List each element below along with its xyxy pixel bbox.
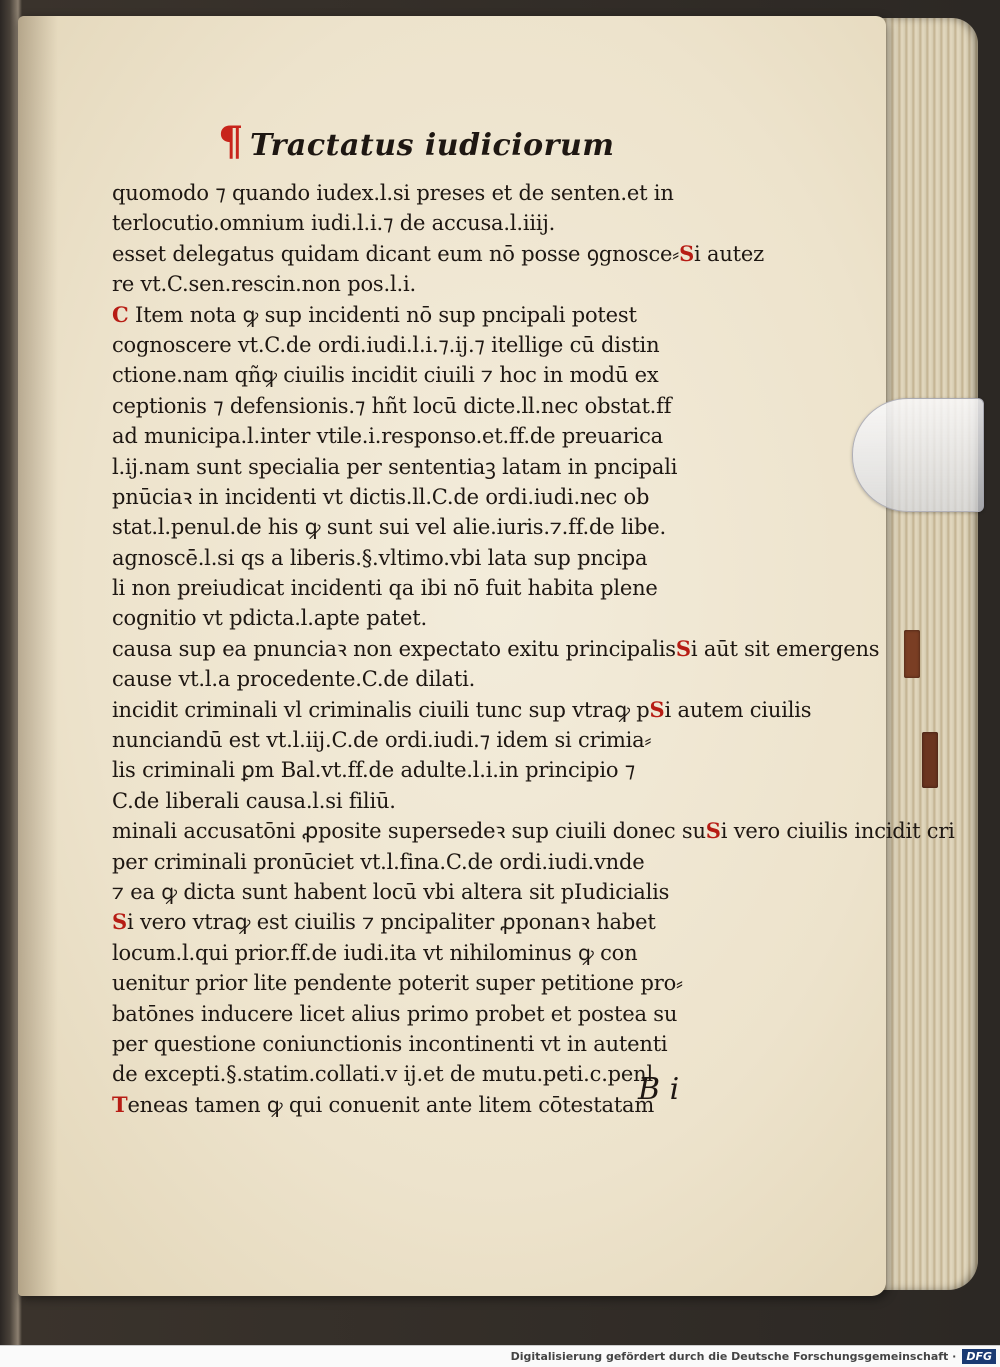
rubricated-initial: S	[675, 635, 691, 661]
line-text: ad municipa.l.inter vtile.i.responso.et.ff.de preuarica	[112, 424, 664, 449]
line-text: cognoscere vt.C.de ordi.iudi.l.i.⁊.ij.⁊ itellige cū distin	[112, 332, 660, 357]
text-line	[112, 573, 742, 603]
line-text: batōnes inducere licet alius primo probet et postea su	[112, 1001, 678, 1026]
rubricated-initial: S	[112, 909, 127, 935]
leather-tab	[904, 630, 920, 678]
text-line	[112, 360, 742, 390]
text-line	[112, 664, 742, 694]
text-line	[112, 999, 742, 1029]
line-text: stat.l.penul.de his ꝙ sunt sui vel alie.iuris.⁊.ff.de libe.	[112, 515, 666, 540]
line-text: incidit criminali vl criminalis ciuili tunc sup vtraꝙ p	[112, 697, 650, 722]
line-text: re vt.C.sen.rescin.non pos.l.i.	[112, 272, 416, 297]
page-clip	[852, 398, 984, 512]
line-text: de excepti.§.statim.collati.v ij.et de mutu.peti.c.penl.	[112, 1062, 660, 1087]
text-line	[112, 239, 764, 269]
line-text: Item nota ꝙ sup incidenti nō sup pncipali potest	[128, 302, 637, 327]
rubricated-initial: S	[705, 818, 721, 844]
line-text: per criminali pronūciet vt.l.fina.C.de ordi.iudi.vnde	[112, 849, 645, 874]
text-line	[112, 725, 742, 755]
text-line	[112, 269, 742, 299]
text-line	[112, 938, 742, 968]
line-text: agnoscē.l.si qs a liberis.§.vltimo.vbi lata sup pncipa	[112, 545, 648, 570]
rubricated-initial: S	[679, 240, 695, 266]
rubricated-initial: T	[112, 1091, 128, 1117]
text-block	[112, 178, 955, 1120]
line-text: ⁊ ea ꝙ dicta sunt habent locū vbi altera sit pIudicialis	[112, 879, 670, 904]
heading-text: Tractatus iudiciorum	[249, 128, 615, 163]
signature-mark: B i	[638, 1072, 680, 1107]
text-line	[112, 391, 742, 421]
text-line	[112, 603, 742, 633]
line-text: locum.l.qui prior.ff.de iudi.ita vt nihilominus ꝙ con	[112, 940, 638, 965]
line-text: i vero ciuilis incidit cri	[720, 819, 955, 844]
line-text: li non preiudicat incidenti qa ibi nō fuit habita plene	[112, 576, 658, 601]
line-text: pnūciaꝛ in incidenti vt dictis.ll.C.de ordi.iudi.nec ob	[112, 484, 650, 509]
text-line	[112, 512, 742, 542]
line-text: l.ij.nam sunt specialia per sententiaꝫ latam in pncipali	[112, 454, 678, 479]
line-text: i vero vtraꝙ est ciuilis ⁊ pncipaliter ꝓponanꝛ habet	[126, 910, 656, 935]
line-text: minali accusatōni ꝓposite supersedeꝛ sup ciuili donec su	[112, 819, 706, 844]
text-line	[112, 968, 742, 998]
text-line	[112, 330, 742, 360]
text-line	[112, 634, 880, 664]
line-text: nunciandū est vt.l.iij.C.de ordi.iudi.⁊ idem si crimia⸗	[112, 728, 652, 753]
line-text: i autez	[694, 241, 764, 266]
text-line	[112, 452, 742, 482]
text-line	[112, 482, 742, 512]
rubricated-initial: S	[649, 696, 665, 722]
text-line	[112, 877, 742, 907]
text-line	[112, 847, 742, 877]
text-line	[112, 816, 955, 846]
line-text: ctione.nam qñꝙ ciuilis incidit ciuili ⁊ hoc in modū ex	[112, 363, 659, 388]
line-text: quomodo ⁊ quando iudex.l.si preses et de senten.et in	[112, 181, 674, 205]
line-text: causa sup ea pnunciaꝛ non expectato exitu principalis	[112, 636, 676, 661]
text-line	[112, 786, 742, 816]
text-line	[112, 907, 742, 937]
rubricated-initial: C	[112, 301, 129, 327]
leather-tab	[922, 732, 938, 788]
text-line	[112, 421, 742, 451]
line-text: cause vt.l.a procedente.C.de dilati.	[112, 667, 476, 692]
line-text: esset delegatus quidam dicant eum nō posse ꝯgnosce⸗	[112, 241, 680, 266]
line-text: eneas tamen ꝙ qui conuenit ante litem cōtestatam	[127, 1092, 655, 1117]
page-heading	[218, 118, 615, 165]
line-text: i autem ciuilis	[664, 697, 812, 722]
page-gutter	[18, 16, 58, 1296]
text-line	[112, 543, 742, 573]
footer-bar	[0, 1345, 1000, 1367]
line-text: uenitur prior lite pendente poterit super petitione pro⸗	[112, 971, 683, 996]
text-line	[112, 755, 742, 785]
line-text: ceptionis ⁊ defensionis.⁊ hñt locū dicte.ll.nec obstat.ff	[112, 393, 672, 418]
line-text: i aūt sit emergens	[690, 636, 880, 661]
pilcrow-icon: ¶	[218, 118, 244, 165]
text-line	[112, 1029, 742, 1059]
line-text: per questione coniunctionis incontinenti vt in autenti	[112, 1031, 668, 1056]
text-line	[112, 178, 742, 208]
text-line	[112, 300, 742, 330]
line-text: C.de liberali causa.l.si filiū.	[112, 788, 396, 813]
line-text: lis criminali ꝑm Bal.vt.ff.de adulte.l.i.in principio ⁊	[112, 758, 636, 783]
text-line	[112, 208, 742, 238]
dfg-logo: DFG	[962, 1349, 996, 1364]
text-line	[112, 695, 812, 725]
footer-credit: Digitalisierung gefördert durch die Deutsche Forschungsgemeinschaft ·	[510, 1350, 957, 1363]
line-text: terlocutio.omnium iudi.l.i.⁊ de accusa.l.iiij.	[112, 211, 556, 236]
line-text: cognitio vt pdicta.l.apte patet.	[112, 606, 427, 631]
